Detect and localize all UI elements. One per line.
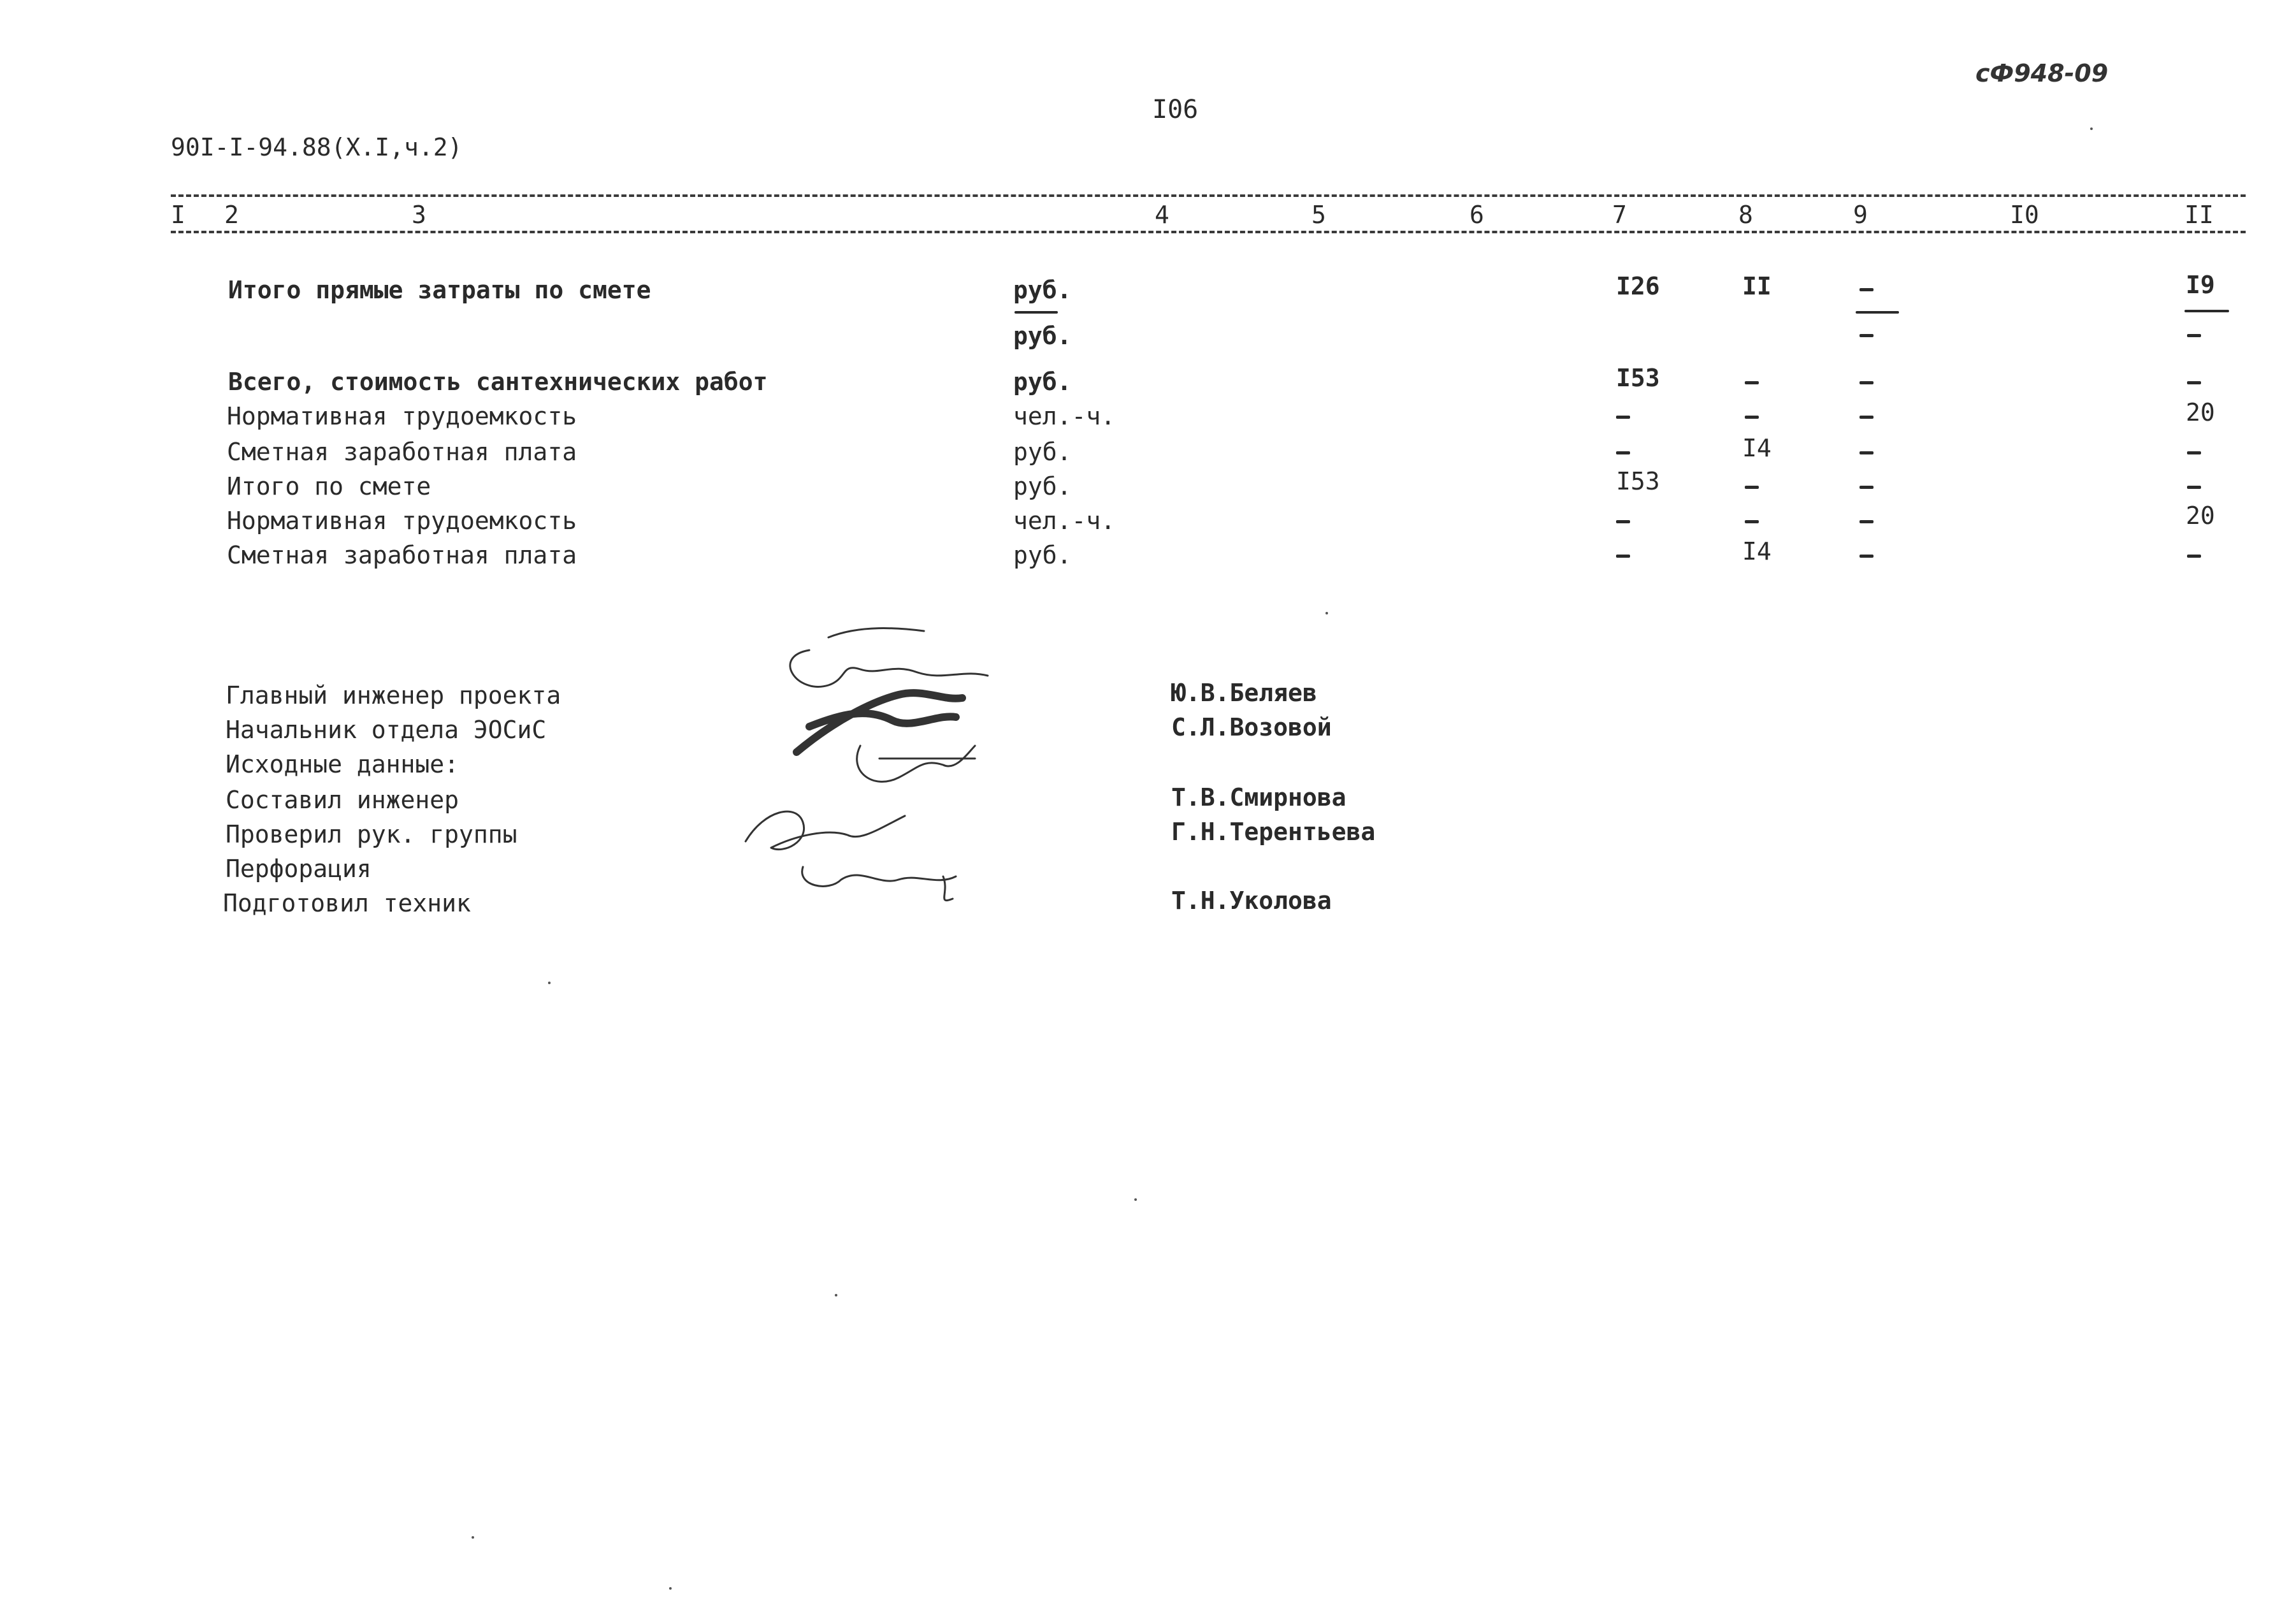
row-unit: чел.-ч.: [1013, 402, 1116, 430]
row-label: Сметная заработная плата: [227, 541, 577, 569]
cell-col11-dash: [2187, 334, 2201, 337]
column-number: 6: [1469, 201, 1484, 229]
cell-col9-dash: [1859, 416, 1874, 419]
document-code: 90I-I-94.88(X.I,ч.2): [171, 133, 463, 161]
scan-speck: [835, 1294, 837, 1296]
cell-col11-dash: [2187, 555, 2201, 558]
header-bottom-rule: [171, 231, 2246, 233]
row-unit: чел.-ч.: [1013, 507, 1116, 535]
row-label: Сметная заработная плата: [227, 438, 577, 466]
col11-underline: [2184, 310, 2229, 312]
column-number: 3: [412, 201, 426, 229]
scan-speck: [472, 1536, 474, 1539]
cell-col7-dash: [1616, 451, 1630, 454]
row-unit: руб.: [1013, 438, 1072, 466]
cell-col11-dash: [2187, 451, 2201, 454]
unit-underline: [1014, 311, 1058, 314]
row-unit: руб.: [1013, 472, 1072, 500]
handwritten-signatures: [733, 625, 1090, 924]
cell-col9-dash: [1859, 334, 1874, 337]
header-top-rule: [171, 194, 2246, 197]
cell-col7-dash: [1616, 520, 1630, 523]
column-number: II: [2184, 201, 2214, 229]
cell-col7: I53: [1616, 467, 1660, 495]
column-number: 8: [1738, 201, 1753, 229]
cell-col9-dash: [1859, 288, 1874, 291]
cell-col9-dash: [1859, 486, 1874, 489]
signature-3: [857, 746, 975, 781]
column-number: 7: [1612, 201, 1627, 229]
signer-role: Исходные данные:: [226, 750, 459, 778]
cell-col7-dash: [1616, 416, 1630, 419]
cell-col9-dash: [1859, 451, 1874, 454]
cell-col8-dash: [1745, 381, 1759, 384]
column-number: 4: [1155, 201, 1169, 229]
cell-col11: 20: [2186, 502, 2215, 530]
row-unit: руб.: [1013, 322, 1072, 350]
cell-col8-dash: [1745, 486, 1759, 489]
signer-name: Ю.В.Беляев: [1171, 679, 1317, 707]
signature-2: [797, 693, 962, 752]
row-unit: руб.: [1013, 368, 1072, 396]
cell-col11: 20: [2186, 398, 2215, 426]
cell-col7: I26: [1616, 272, 1660, 300]
cell-col9-dash: [1859, 381, 1874, 384]
archive-stamp: сФ948-09: [1975, 59, 2109, 87]
signer-name: Т.Н.Уколова: [1171, 887, 1332, 915]
cell-col8: I4: [1742, 434, 1772, 462]
scan-speck: [1325, 612, 1328, 614]
row-label: Нормативная трудоемкость: [227, 507, 577, 535]
row-unit: руб.: [1013, 276, 1072, 304]
cell-col7: I53: [1616, 364, 1660, 392]
cell-col9-dash: [1859, 520, 1874, 523]
column-number: 5: [1311, 201, 1326, 229]
signature-1: [790, 628, 988, 687]
signer-role: Проверил рук. группы: [226, 820, 517, 848]
scan-speck: [669, 1587, 672, 1590]
signer-role: Начальник отдела ЭОСиС: [226, 716, 547, 744]
signature-5: [802, 867, 956, 901]
scan-speck: [2090, 127, 2093, 130]
cell-col11: I9: [2186, 271, 2215, 299]
row-label: Всего, стоимость сантехнических работ: [228, 368, 768, 396]
signer-role: Подготовил техник: [223, 889, 471, 917]
cell-col9-dash: [1859, 555, 1874, 558]
scan-speck: [548, 982, 551, 984]
cell-col11-dash: [2187, 381, 2201, 384]
cell-col8: I4: [1742, 537, 1772, 565]
cell-col8-dash: [1745, 520, 1759, 523]
page-number: I06: [1152, 95, 1199, 124]
col9-underline: [1856, 311, 1899, 314]
column-number: 2: [224, 201, 239, 229]
signer-role: Составил инженер: [226, 786, 459, 814]
column-number: I0: [2010, 201, 2039, 229]
signer-name: С.Л.Возовой: [1171, 713, 1332, 741]
column-number: I: [171, 201, 185, 229]
scan-speck: [1134, 1198, 1137, 1201]
cell-col8: II: [1742, 272, 1772, 300]
row-unit: руб.: [1013, 541, 1072, 569]
column-number: 9: [1853, 201, 1868, 229]
cell-col8-dash: [1745, 416, 1759, 419]
signer-role: Главный инженер проекта: [226, 681, 561, 709]
row-label: Итого по смете: [227, 472, 431, 500]
signature-4: [746, 811, 905, 849]
cell-col11-dash: [2187, 486, 2201, 489]
signer-name: Г.Н.Терентьева: [1171, 818, 1376, 846]
cell-col7-dash: [1616, 555, 1630, 558]
signer-name: Т.В.Смирнова: [1171, 783, 1347, 811]
row-label: Итого прямые затраты по смете: [228, 276, 651, 304]
signer-role: Перфорация: [226, 855, 372, 883]
row-label: Нормативная трудоемкость: [227, 402, 577, 430]
